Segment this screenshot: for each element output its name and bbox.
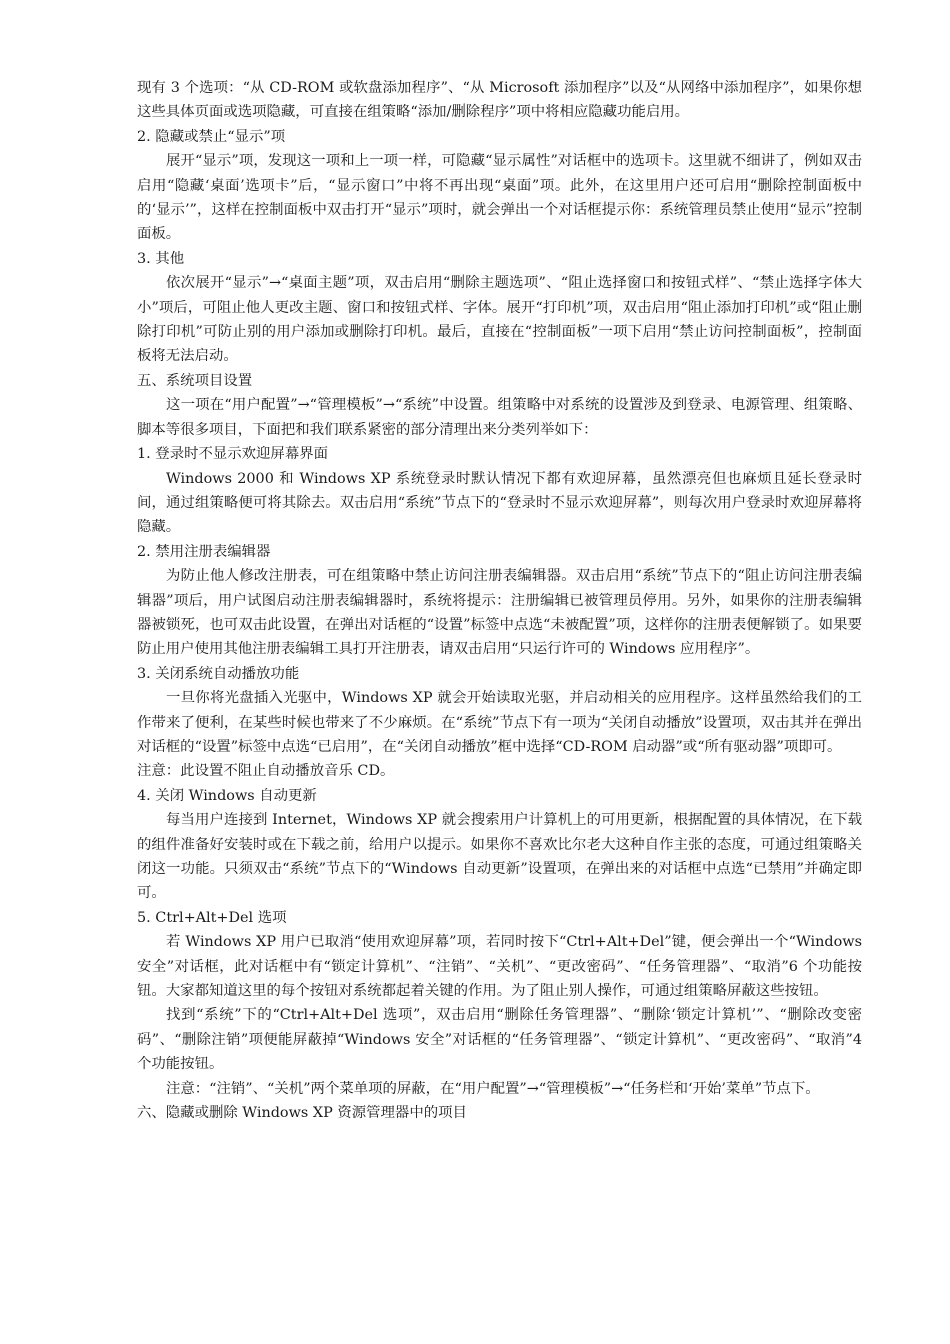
section-heading: 3. 关闭系统自动播放功能 <box>137 665 300 682</box>
paragraph: 若 Windows XP 用户已取消“使用欢迎屏幕”项，若同时按下“Ctrl+Alt+Del”键，便会弹出一个“Windows 安全”对话框，此对话框中有“锁定计算机”、“注销”、“关机”、“更改密码”、“任务管理器”、“取消”6 个功能按钮。大家都知道这里的每个按钮对系统都起着关键的作用。为了阻止别人操作，可通过组策略屏蔽这些按钮。 <box>137 934 862 1000</box>
section-heading: 五、系统项目设置 <box>137 372 253 389</box>
paragraph: 展开“显示”项，发现这一项和上一项一样，可隐藏“显示属性”对话框中的选项卡。这里就不细讲了，例如双击启用“隐藏‘桌面’选项卡”后，“显示窗口”中将不再出现“桌面”项。此外，在这里用户还可启用“删除控制面板中的‘显示’”，这样在控制面板中双击打开“显示”项时，就会弹出一个对话框提示你：系统管理员禁止使用“显示”控制面板。 <box>137 153 862 243</box>
paragraph: 每当用户连接到 Internet，Windows XP 就会搜索用户计算机上的可用更新，根据配置的具体情况，在下载的组件准备好安装时或在下载之前，给用户以提示。如果你不喜欢比尔老大这种自作主张的态度，可通过组策略关闭这一功能。只须双击“系统”节点下的“Windows 自动更新”设置项，在弹出来的对话框中点选“已禁用”并确定即可。 <box>137 812 862 902</box>
section-heading: 5. Ctrl+Alt+Del 选项 <box>137 909 287 926</box>
section-heading: 2. 隐藏或禁止“显示”项 <box>137 128 286 145</box>
section-heading: 1. 登录时不显示欢迎屏幕界面 <box>137 446 328 463</box>
paragraph: 依次展开“显示”→“桌面主题”项，双击启用“删除主题选项”、“阻止选择窗口和按钮式样”、“禁止选择字体大小”项后，可阻止他人更改主题、窗口和按钮式样、字体。展开“打印机”项，双击启用“阻止添加打印机”或“阻止删除打印机”可防止别的用户添加或删除打印机。最后，直接在“控制面板”一项下启用“禁止访问控制面板”，控制面板将无法启动。 <box>137 275 862 365</box>
section-heading: 六、隐藏或删除 Windows XP 资源管理器中的项目 <box>137 1105 467 1122</box>
note-line: 注意：此设置不阻止自动播放音乐 CD。 <box>137 763 395 780</box>
paragraph: 为防止他人修改注册表，可在组策略中禁止访问注册表编辑器。双击启用“系统”节点下的“阻止访问注册表编辑器”项后，用户试图启动注册表编辑器时，系统将提示：注册编辑已被管理员停用。另外，如果你的注册表编辑器被锁死，也可双击此设置，在弹出对话框的“设置”标签中点选“未被配置”项，这样你的注册表便解锁了。如果要防止用户使用其他注册表编辑工具打开注册表，请双击启用“只运行许可的 Windows 应用程序”。 <box>137 568 862 658</box>
paragraph: 这一项在“用户配置”→“管理模板”→“系统”中设置。组策略中对系统的设置涉及到登录、电源管理、组策略、脚本等很多项目，下面把和我们联系紧密的部分清理出来分类列举如下： <box>137 397 862 438</box>
section-heading: 3. 其他 <box>137 250 185 267</box>
section-heading: 2. 禁用注册表编辑器 <box>137 543 271 560</box>
paragraph: 找到“系统”下的“Ctrl+Alt+Del 选项”，双击启用“删除任务管理器”、“删除‘锁定计算机’”、“删除改变密码”、“删除注销”项便能屏蔽掉“Windows 安全”对话框的“任务管理器”、“锁定计算机”、“更改密码”、“取消”4 个功能按钮。 <box>137 1007 862 1073</box>
section-heading: 4. 关闭 Windows 自动更新 <box>137 787 317 804</box>
document-page <box>137 76 862 1125</box>
paragraph: 一旦你将光盘插入光驱中，Windows XP 就会开始读取光驱，并启动相关的应用程序。这样虽然给我们的工作带来了便利，在某些时候也带来了不少麻烦。在“系统”节点下有一项为“关闭自动播放”设置项，双击其并在弹出对话框的“设置”标签中点选“已启用”，在“关闭自动播放”框中选择“CD-ROM 启动器”或“所有驱动器”项即可。 <box>137 690 862 755</box>
note-paragraph: 注意：“注销”、“关机”两个菜单项的屏蔽，在“用户配置”→“管理模板”→“任务栏和‘开始’菜单”节点下。 <box>166 1080 820 1097</box>
paragraph: Windows 2000 和 Windows XP 系统登录时默认情况下都有欢迎屏幕，虽然漂亮但也麻烦且延长登录时间，通过组策略便可将其除去。双击启用“系统”节点下的“登录时不显示欢迎屏幕”，则每次用户登录时欢迎屏幕将隐藏。 <box>137 470 862 536</box>
paragraph: 现有 3 个选项：“从 CD-ROM 或软盘添加程序”、“从 Microsoft 添加程序”以及“从网络中添加程序”，如果你想这些具体页面或选项隐藏，可直接在组策略“添加/删除程序”项中将相应隐藏功能启用。 <box>137 80 862 121</box>
